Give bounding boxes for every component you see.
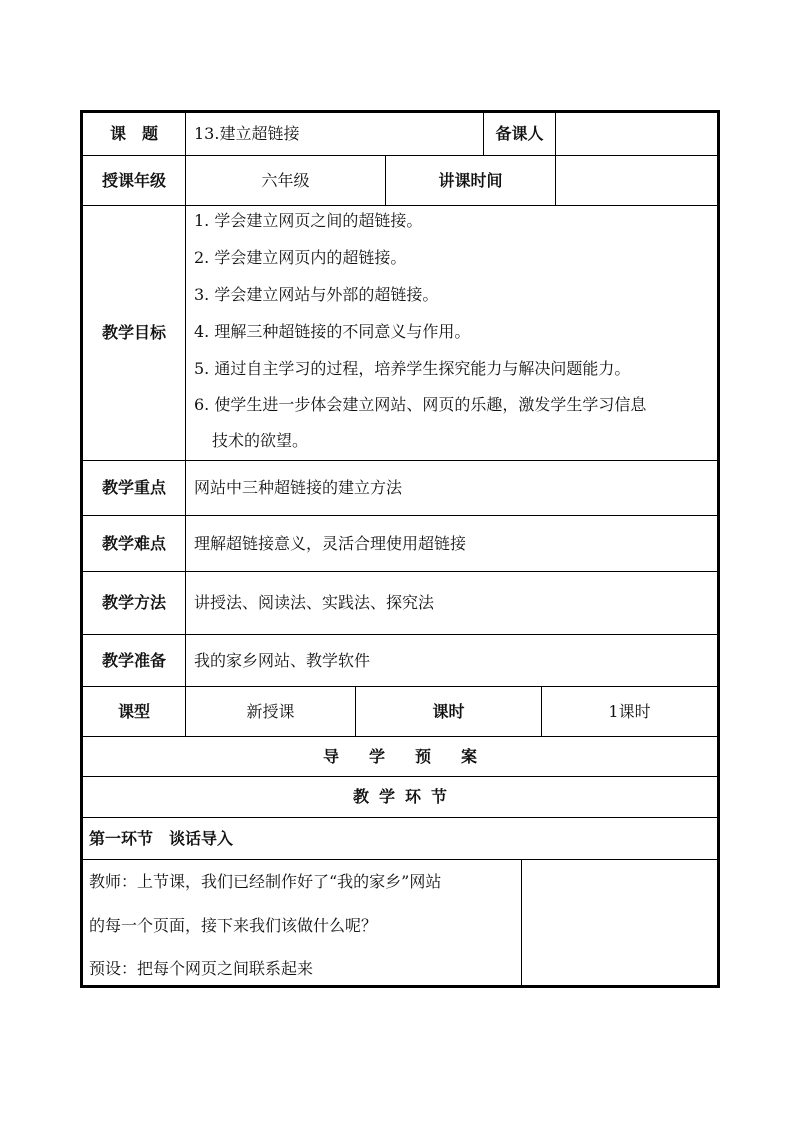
objective-item: 技术的欲望。 (212, 431, 309, 450)
objective-item: 2. 学会建立网页内的超链接。 (194, 248, 407, 267)
lesson-plan-table (80, 110, 720, 988)
objective-item: 3. 学会建立网站与外部的超链接。 (194, 285, 439, 304)
grade-value: 六年级 (261, 170, 310, 190)
time-value (556, 156, 717, 205)
objective-item: 4. 理解三种超链接的不同意义与作用。 (194, 322, 471, 341)
guide-title-text: 导学预案 (322, 746, 507, 766)
step1-notes-cell (522, 860, 717, 985)
preparation-label: 教学准备 (101, 650, 166, 670)
preparer-label: 备课人 (495, 124, 544, 143)
preparation-value: 我的家乡网站、教学软件 (194, 650, 371, 670)
method-label: 教学方法 (101, 593, 166, 612)
method-value: 讲授法、阅读法、实践法、探究法 (194, 593, 435, 612)
objective-item: 5. 通过自主学习的过程，培养学生探究能力与解决问题能力。 (194, 359, 631, 378)
grade-label: 授课年级 (101, 170, 166, 190)
objective-item: 1. 学会建立网页之间的超链接。 (194, 211, 423, 230)
guide-title (83, 737, 717, 776)
key-point-label: 教学重点 (101, 478, 166, 497)
step1-title: 第一环节 谈话导入 (89, 828, 234, 848)
step1-content (83, 860, 521, 985)
objectives-label: 教学目标 (101, 323, 166, 342)
time-label: 讲课时间 (438, 170, 503, 190)
objective-item: 6. 使学生进一步体会建立网站、网页的乐趣，激发学生学习信息 (194, 395, 647, 414)
lesson-type-label: 课型 (117, 701, 150, 721)
section-title (83, 777, 717, 817)
step1-line: 教师：上节课，我们已经制作好了“我的家乡”网站 (89, 872, 442, 891)
difficulty-value: 理解超链接意义，灵活合理使用超链接 (194, 533, 467, 553)
step1-line: 预设：把每个网页之间联系起来 (89, 959, 314, 978)
preparer-value (556, 113, 717, 155)
key-point-value: 网站中三种超链接的建立方法 (194, 478, 403, 497)
step1-line: 的每一个页面，接下来我们该做什么呢？ (89, 916, 378, 935)
objectives-list (186, 206, 717, 460)
lesson-hours-label: 课时 (432, 701, 465, 721)
lesson-type-value: 新授课 (246, 701, 295, 721)
topic-label: 课 题 (109, 124, 158, 143)
section-title-text: 教学环节 (352, 787, 457, 806)
lesson-hours-value: 1课时 (608, 701, 651, 721)
topic-value: 13.建立超链接 (194, 124, 300, 143)
difficulty-label: 教学难点 (101, 533, 166, 553)
